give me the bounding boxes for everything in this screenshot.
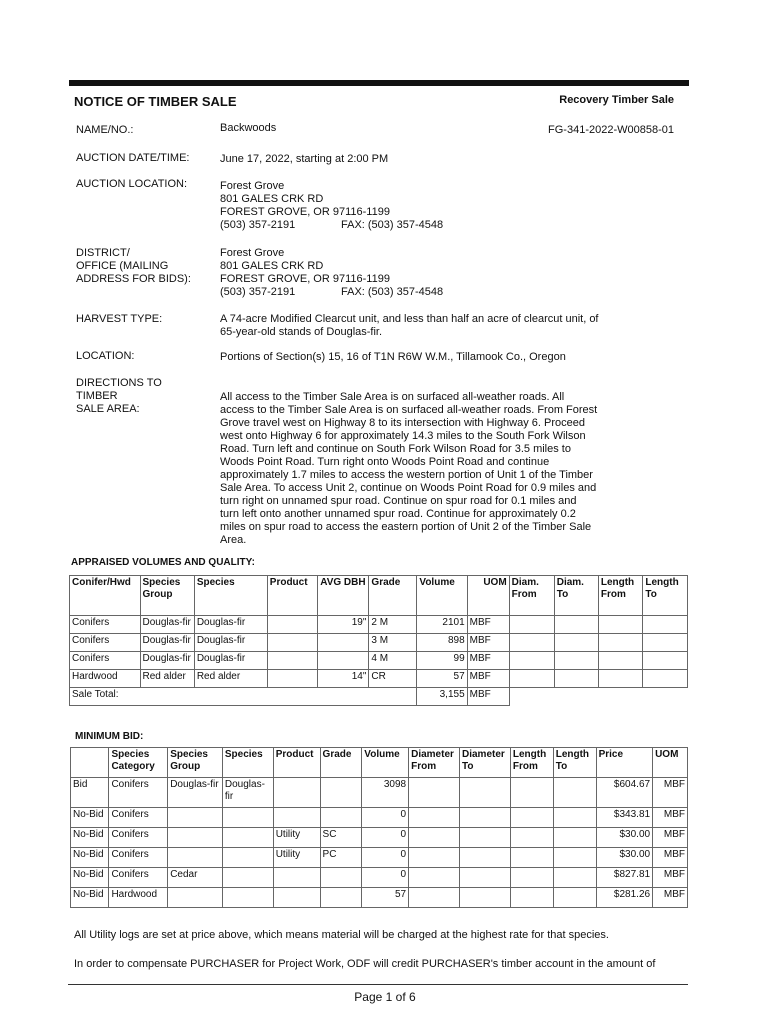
table-cell xyxy=(553,848,596,868)
table-cell: PC xyxy=(320,848,362,868)
table-cell xyxy=(168,828,223,848)
name-value: Backwoods xyxy=(220,122,277,134)
district-value: Forest Grove 801 GALES CRK RD FOREST GROVE, OR 97116-1199 (503) 357-2191 xyxy=(220,247,390,298)
harvest-label: HARVEST TYPE: xyxy=(76,313,163,325)
district-label: DISTRICT/ OFFICE (MAILING ADDRESS FOR BIDS): xyxy=(76,247,191,285)
table-cell: 14" xyxy=(318,670,369,688)
table-cell xyxy=(459,868,510,888)
col-header: Species Category xyxy=(109,748,168,778)
table-cell xyxy=(598,670,643,688)
table-cell xyxy=(459,848,510,868)
table-cell: Douglas-fir xyxy=(194,634,267,652)
table-row xyxy=(70,652,688,670)
table-cell xyxy=(553,888,596,908)
col-header: UOM xyxy=(467,576,509,616)
directions-value: All access to the Timber Sale Area is on surfaced all-weather roads. All access to the Timber Sale Area is on surfaced all-weather roads. From Forest Grove travel west on Highway 8 to its intersection with Highway 6. Proceed west onto Highway 6 for approximately 14.3 miles to the South Fork Wilson Road. Turn left and continue on South Fork Wilson Road for 3.5 miles to Woods Point Road. Turn right onto Woods Point Road and continue approximately 1.7 miles to access the western portion of Unit 1 of the Timber Sale Area. To access Unit 2, continue on Woods Point Road for 0.9 miles and turn right on unnamed spur road. Continue on spur road for 0.1 miles and turn left onto another unnamed spur road. Continue for approximately 0.2 miles on spur road to access the eastern portion of Unit 2 of the Timber Sale Area. xyxy=(220,391,598,546)
col-header: UOM xyxy=(653,748,688,778)
table-cell xyxy=(273,868,320,888)
table-cell xyxy=(553,778,596,808)
table-cell xyxy=(510,778,553,808)
col-header: AVG DBH xyxy=(318,576,369,616)
table-cell: MBF xyxy=(653,808,688,828)
table-cell: Cedar xyxy=(168,868,223,888)
table-cell xyxy=(222,888,273,908)
col-header: Species xyxy=(194,576,267,616)
table-cell: No-Bid xyxy=(71,828,109,848)
table-cell: No-Bid xyxy=(71,808,109,828)
appraised-title: APPRAISED VOLUMES AND QUALITY: xyxy=(71,557,255,568)
table-cell xyxy=(643,634,688,652)
table-cell: $30.00 xyxy=(596,828,653,848)
auction-loc-value: Forest Grove 801 GALES CRK RD FOREST GROVE, OR 97116-1199 (503) 357-2191 xyxy=(220,180,390,231)
table-cell: MBF xyxy=(653,828,688,848)
table-cell: 2101 xyxy=(417,616,467,634)
location-label: LOCATION: xyxy=(76,350,135,362)
table-cell: Hardwood xyxy=(109,888,168,908)
table-cell: Douglas-fir xyxy=(140,634,194,652)
table-cell: 57 xyxy=(362,888,409,908)
table-cell xyxy=(168,888,223,908)
table-cell: $30.00 xyxy=(596,848,653,868)
table-cell xyxy=(222,848,273,868)
directions-label: DIRECTIONS TO TIMBER SALE AREA: xyxy=(76,377,162,415)
table-cell xyxy=(598,616,643,634)
table-cell xyxy=(222,808,273,828)
table-cell: 0 xyxy=(362,868,409,888)
table-cell xyxy=(320,778,362,808)
table-cell: Utility xyxy=(273,848,320,868)
table-cell: MBF xyxy=(653,778,688,808)
table-cell xyxy=(643,670,688,688)
utility-note: All Utility logs are set at price above, which means material will be charged at the highest rate for that species. xyxy=(74,929,609,941)
table-cell: SC xyxy=(320,828,362,848)
table-cell xyxy=(409,848,460,868)
col-header: Conifer/Hwd xyxy=(70,576,141,616)
auction-loc-label: AUCTION LOCATION: xyxy=(76,178,188,190)
table-row xyxy=(70,616,688,634)
total-value: 3,155 xyxy=(417,688,467,706)
table-cell xyxy=(168,848,223,868)
minbid-title: MINIMUM BID: xyxy=(75,731,144,742)
table-cell xyxy=(553,868,596,888)
table-row xyxy=(71,848,688,868)
table-cell: 0 xyxy=(362,848,409,868)
col-header: Diam. To xyxy=(554,576,598,616)
table-cell xyxy=(459,778,510,808)
col-header: Diam. From xyxy=(509,576,554,616)
col-header: Length From xyxy=(598,576,643,616)
col-header xyxy=(71,748,109,778)
table-cell: 99 xyxy=(417,652,467,670)
table-cell xyxy=(273,778,320,808)
table-cell: Hardwood xyxy=(70,670,141,688)
harvest-value: A 74-acre Modified Clearcut unit, and less than half an acre of clearcut unit, of 65-year-old stands of Douglas-fir. xyxy=(220,313,599,338)
table-cell: Utility xyxy=(273,828,320,848)
table-cell xyxy=(409,778,460,808)
table-cell xyxy=(510,868,553,888)
table-cell xyxy=(459,808,510,828)
table-row xyxy=(71,888,688,908)
table-cell xyxy=(168,808,223,828)
auction-loc-fax: FAX: (503) 357-4548 xyxy=(341,219,444,231)
page-number: Page 1 of 6 xyxy=(354,990,416,1004)
col-header: Grade xyxy=(320,748,362,778)
table-cell xyxy=(509,634,554,652)
table-cell: 3 M xyxy=(369,634,417,652)
table-cell: 3098 xyxy=(362,778,409,808)
table-cell: Red alder xyxy=(140,670,194,688)
table-cell xyxy=(553,808,596,828)
table-cell xyxy=(409,888,460,908)
table-cell xyxy=(320,888,362,908)
table-row xyxy=(71,808,688,828)
table-cell: 898 xyxy=(417,634,467,652)
table-cell xyxy=(510,828,553,848)
col-header: Grade xyxy=(369,576,417,616)
col-header: Species xyxy=(222,748,273,778)
table-cell: 19" xyxy=(318,616,369,634)
table-cell xyxy=(554,652,598,670)
table-cell: Douglas-fir xyxy=(194,652,267,670)
table-cell xyxy=(222,868,273,888)
auction-dt-label: AUCTION DATE/TIME: xyxy=(76,152,190,164)
table-cell xyxy=(553,828,596,848)
table-cell xyxy=(267,634,317,652)
table-cell: Conifers xyxy=(109,828,168,848)
table-cell: Douglas-fir xyxy=(140,616,194,634)
table-cell xyxy=(320,868,362,888)
district-fax: FAX: (503) 357-4548 xyxy=(341,286,444,298)
total-uom: MBF xyxy=(467,688,509,706)
table-cell xyxy=(509,652,554,670)
table-cell xyxy=(267,652,317,670)
col-header: Diameter From xyxy=(409,748,460,778)
table-cell: $343.81 xyxy=(596,808,653,828)
table-cell: 57 xyxy=(417,670,467,688)
table-cell xyxy=(409,808,460,828)
table-cell: 2 M xyxy=(369,616,417,634)
col-header: Species Group xyxy=(140,576,194,616)
table-cell: No-Bid xyxy=(71,868,109,888)
appraised-table xyxy=(69,575,688,706)
col-header: Price xyxy=(596,748,653,778)
table-cell: No-Bid xyxy=(71,848,109,868)
table-cell xyxy=(267,616,317,634)
table-cell xyxy=(554,670,598,688)
table-cell xyxy=(643,652,688,670)
total-label: Sale Total: xyxy=(70,688,417,706)
col-header: Length To xyxy=(643,576,688,616)
minbid-table xyxy=(70,747,688,908)
page-title: NOTICE OF TIMBER SALE xyxy=(74,94,237,109)
table-cell: Conifers xyxy=(109,778,168,808)
table-cell: Conifers xyxy=(70,652,141,670)
col-header: Product xyxy=(267,576,317,616)
table-cell: Douglas-fir xyxy=(222,778,273,808)
table-cell: MBF xyxy=(653,848,688,868)
table-cell xyxy=(222,828,273,848)
footer-rule xyxy=(68,984,688,985)
table-cell: 0 xyxy=(362,828,409,848)
table-cell xyxy=(273,888,320,908)
table-cell: 4 M xyxy=(369,652,417,670)
table-cell: Conifers xyxy=(109,848,168,868)
table-cell: Conifers xyxy=(70,634,141,652)
table-cell: $604.67 xyxy=(596,778,653,808)
empty-cell xyxy=(509,688,687,706)
table-cell xyxy=(318,652,369,670)
table-cell xyxy=(320,808,362,828)
col-header: Volume xyxy=(417,576,467,616)
table-cell: Conifers xyxy=(109,868,168,888)
compensate-note: In order to compensate PURCHASER for Project Work, ODF will credit PURCHASER's timber account in the amount of xyxy=(74,958,656,970)
col-header: Product xyxy=(273,748,320,778)
col-header: Length To xyxy=(553,748,596,778)
table-cell xyxy=(598,652,643,670)
table-cell xyxy=(409,828,460,848)
sale-number: FG-341-2022-W00858-01 xyxy=(548,124,674,136)
col-header: Length From xyxy=(510,748,553,778)
table-row xyxy=(71,778,688,808)
table-cell xyxy=(643,616,688,634)
table-row xyxy=(70,634,688,652)
table-cell: No-Bid xyxy=(71,888,109,908)
table-row xyxy=(70,670,688,688)
table-cell: MBF xyxy=(467,670,509,688)
auction-dt-value: June 17, 2022, starting at 2:00 PM xyxy=(220,153,389,165)
table-cell: MBF xyxy=(653,868,688,888)
table-cell xyxy=(318,634,369,652)
col-header: Species Group xyxy=(168,748,223,778)
table-cell xyxy=(598,634,643,652)
table-cell xyxy=(509,670,554,688)
table-cell: $281.26 xyxy=(596,888,653,908)
table-cell: Douglas-fir xyxy=(140,652,194,670)
table-cell: Douglas-fir xyxy=(168,778,223,808)
table-cell xyxy=(459,828,510,848)
table-cell: Bid xyxy=(71,778,109,808)
table-cell xyxy=(273,808,320,828)
table-cell xyxy=(510,808,553,828)
table-cell: Red alder xyxy=(194,670,267,688)
table-cell: CR xyxy=(369,670,417,688)
table-row xyxy=(71,868,688,888)
table-cell: MBF xyxy=(467,652,509,670)
table-cell: MBF xyxy=(653,888,688,908)
total-row xyxy=(70,688,688,706)
table-cell xyxy=(510,888,553,908)
table-cell: MBF xyxy=(467,634,509,652)
table-cell: Conifers xyxy=(109,808,168,828)
table-cell xyxy=(459,888,510,908)
table-cell: Douglas-fir xyxy=(194,616,267,634)
table-cell xyxy=(510,848,553,868)
table-cell xyxy=(509,616,554,634)
col-header: Volume xyxy=(362,748,409,778)
table-cell: 0 xyxy=(362,808,409,828)
name-label: NAME/NO.: xyxy=(76,124,134,136)
table-cell xyxy=(267,670,317,688)
header-rule xyxy=(69,80,689,86)
table-cell xyxy=(554,634,598,652)
location-value: Portions of Section(s) 15, 16 of T1N R6W W.M., Tillamook Co., Oregon xyxy=(220,351,566,363)
table-cell: $827.81 xyxy=(596,868,653,888)
table-cell xyxy=(554,616,598,634)
table-cell: MBF xyxy=(467,616,509,634)
col-header: Diameter To xyxy=(459,748,510,778)
table-cell: Conifers xyxy=(70,616,141,634)
table-cell xyxy=(409,868,460,888)
table-row xyxy=(71,828,688,848)
sale-type: Recovery Timber Sale xyxy=(559,94,674,106)
